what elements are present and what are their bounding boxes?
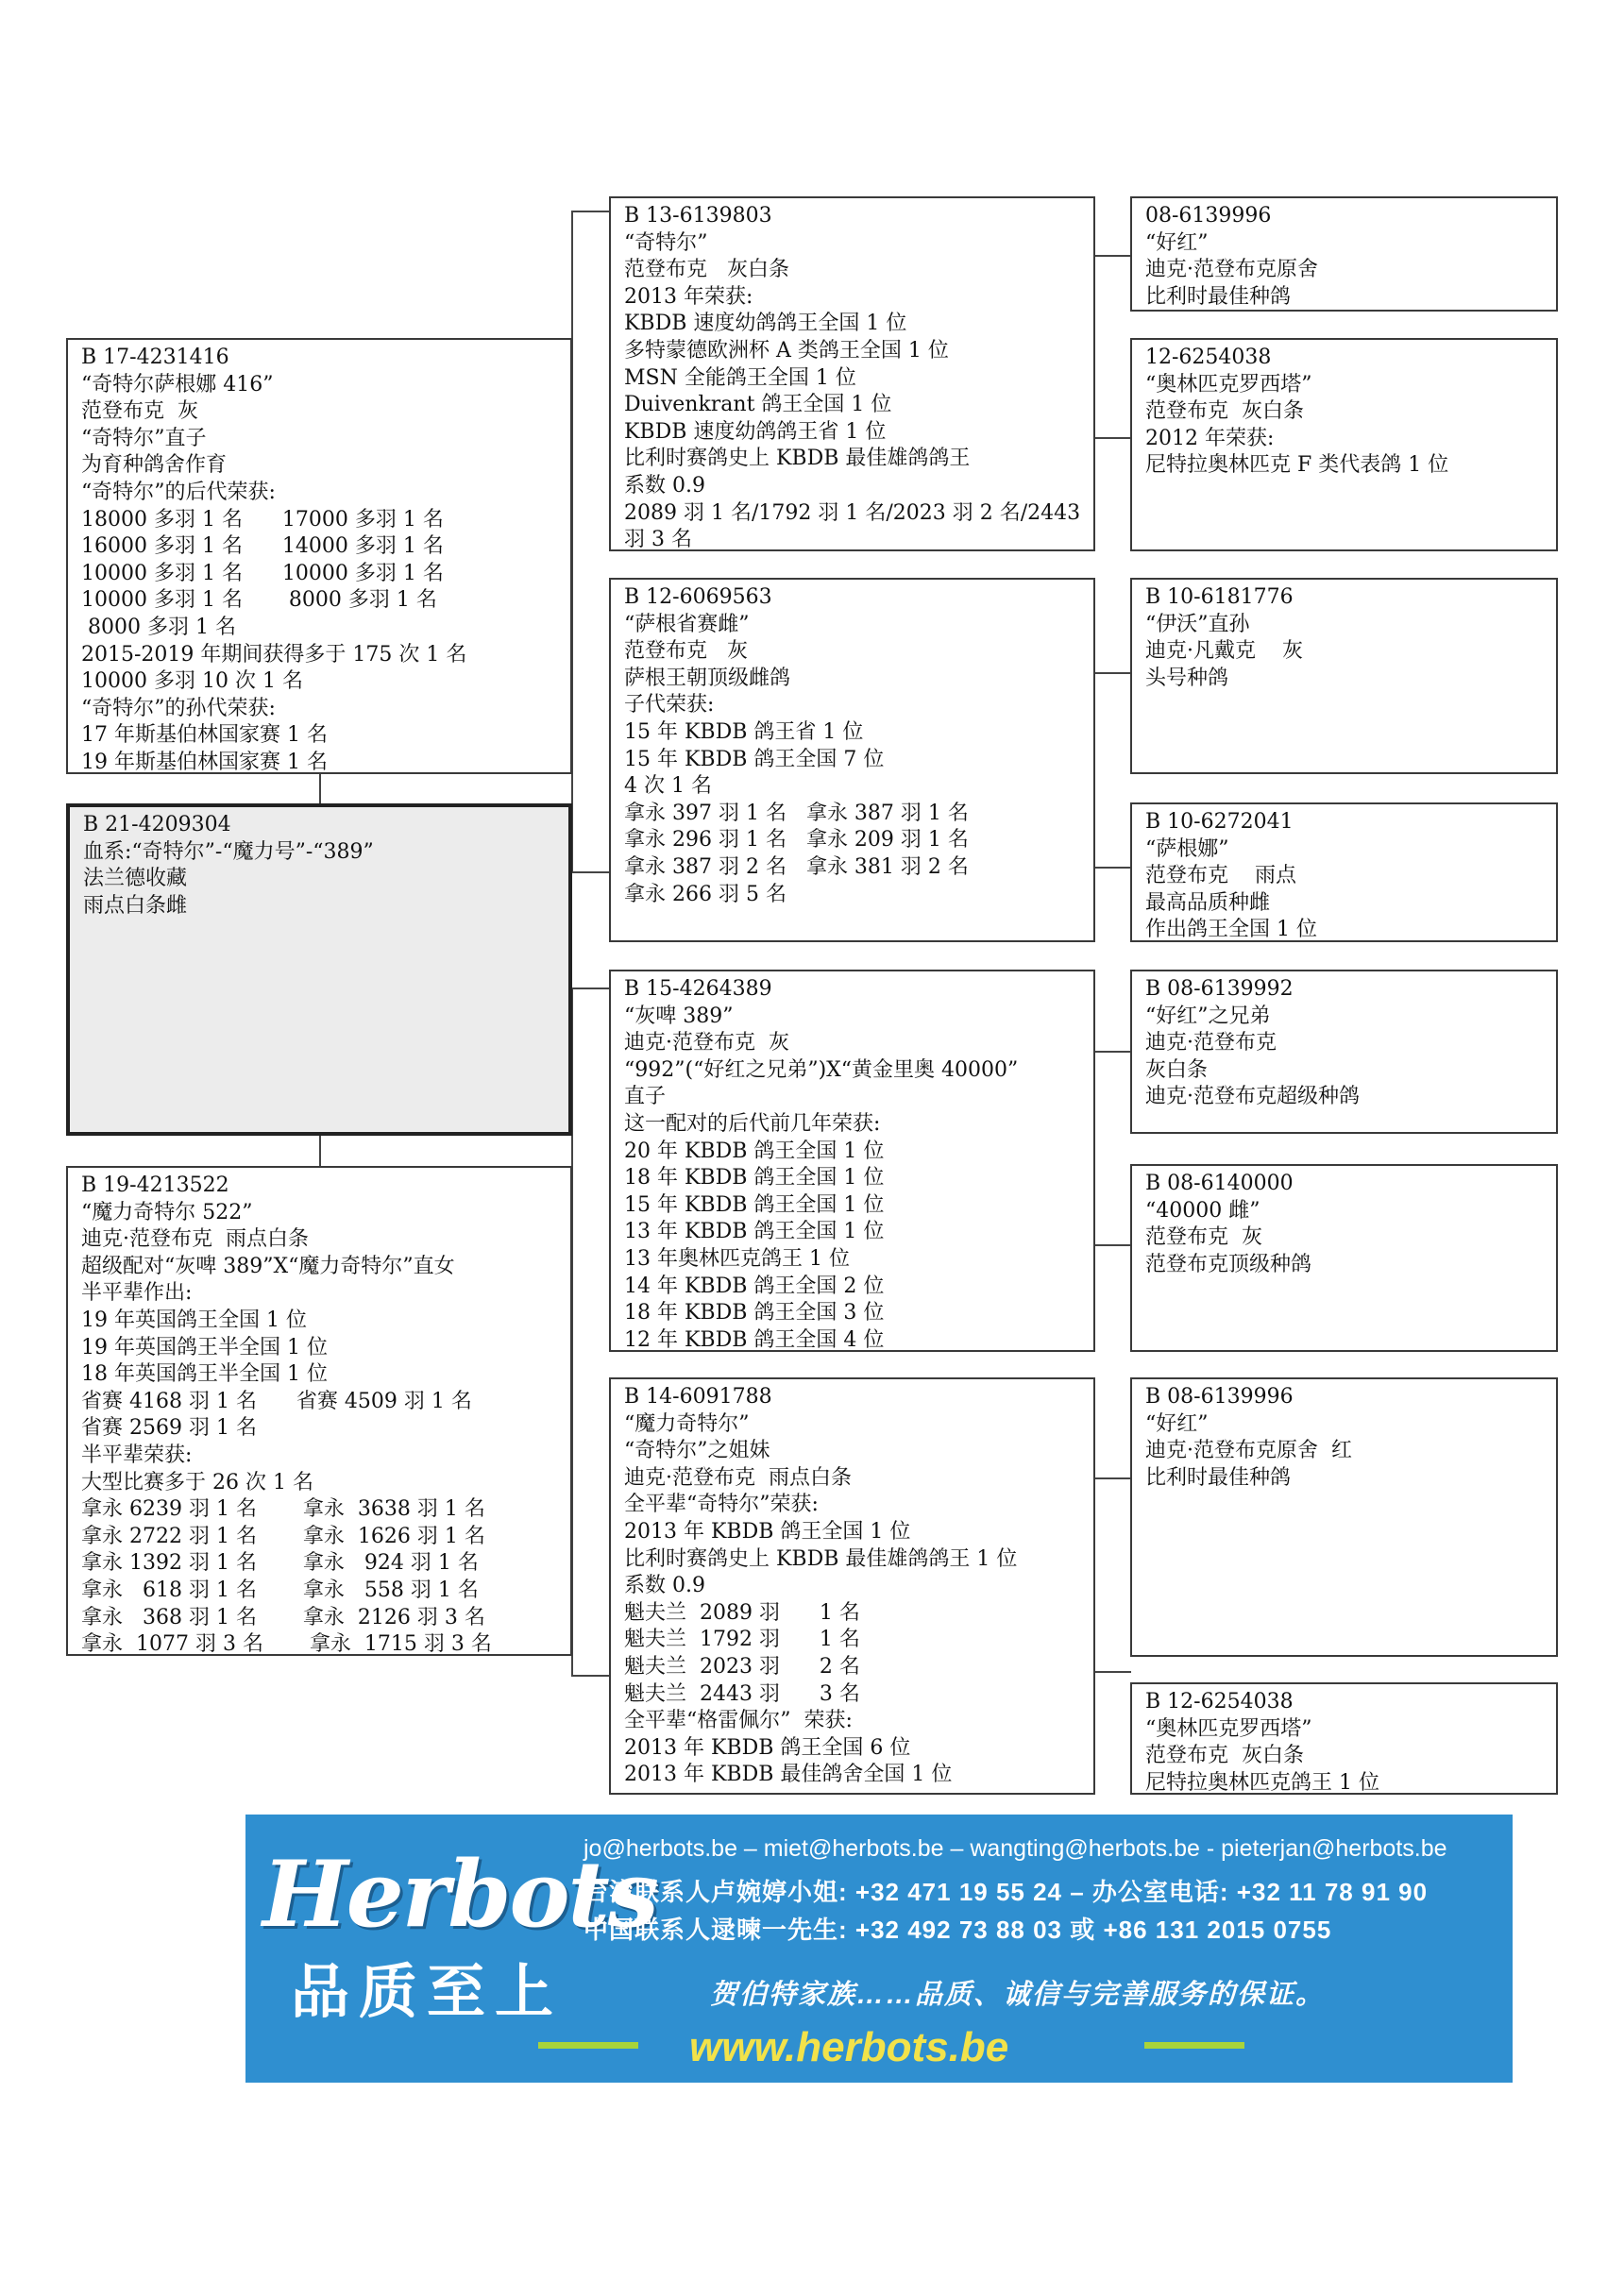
pedigree-line: 魁夫兰 2443 羽 3 名 [624,1681,860,1706]
connector-line [571,1675,611,1677]
pedigree-line: “魔力奇特尔” [624,1411,750,1436]
pedigree-line: 20 年 KBDB 鸽王全国 1 位 [624,1139,885,1163]
pedigree-line: 头号种鸽 [1145,666,1229,690]
connector-line [319,1132,321,1166]
pedigree-box-subject [66,803,572,1136]
ring-number: B 12-6069563 [624,585,772,609]
pedigree-line: 范登布克 雨点 [1145,864,1296,888]
pedigree-line: 15 年 KBDB 鸽王省 1 位 [624,719,864,744]
ring-number: 08-6139996 [1145,204,1272,228]
pedigree-line: 13 年 KBDB 鸽王全国 1 位 [624,1220,885,1244]
ring-number: B 10-6272041 [1145,810,1294,834]
pedigree-line: 范登布克 灰 [624,639,748,664]
pedigree-line: 省赛 2569 羽 1 名 [81,1416,257,1441]
pedigree-line: 迪克·范登布克 灰 [624,1031,789,1055]
pedigree-line: 最高品质种雌 [1145,890,1271,915]
pedigree-line: KBDB 速度幼鸽鸽王省 1 位 [624,419,887,444]
pedigree-line: “奥林匹克罗西塔” [1145,1716,1312,1741]
connector-line [1093,1244,1131,1246]
pedigree-line: 多特蒙德欧洲杯 A 类鸽王全国 1 位 [624,338,949,363]
pedigree-line: 18 年 KBDB 鸽王全国 1 位 [624,1166,885,1190]
pedigree-line: 16000 多羽 1 名 14000 多羽 1 名 [81,534,444,559]
pedigree-line: 19 年英国鸽王半全国 1 位 [81,1335,328,1359]
pedigree-box-gen3-3 [1130,578,1558,774]
pedigree-line: 2015-2019 年期间获得多于 175 次 1 名 [81,642,467,667]
pedigree-line: 比利时赛鸽史上 KBDB 最佳雄鸽鸽王 1 位 [624,1546,1018,1571]
ring-number: B 14-6091788 [624,1385,772,1409]
pedigree-box-dam-sire [609,970,1095,1352]
pedigree-line: “40000 雌” [1145,1198,1260,1223]
ring-number: B 08-6139996 [1145,1385,1294,1409]
pedigree-line: 范登布克 灰白条 [624,258,789,282]
banner-slogan: 品质至上 [291,1957,564,2026]
pedigree-line: 迪克·范登布克原舍 [1145,258,1318,282]
pedigree-line: 18 年英国鸽王半全国 1 位 [81,1362,328,1387]
pedigree-line: 法兰德收藏 [83,867,188,891]
pedigree-line: 这一配对的后代前几年荣获: [624,1111,881,1136]
pedigree-line: 拿永 1392 羽 1 名 拿永 924 羽 1 名 [81,1551,479,1576]
pedigree-line: “奇特尔” [624,230,708,255]
pedigree-line: “好红” [1145,1411,1209,1436]
pedigree-line: 子代荣获: [624,693,715,718]
pedigree-line: “992”(“好红之兄弟”)X“黄金里奥 40000” [624,1057,1019,1082]
pedigree-line: 灰白条 [1145,1057,1209,1082]
herbots-logo: Herbots [262,1841,657,1948]
pedigree-line: 2013 年荣获: [624,284,753,309]
pedigree-line: 尼特拉奥林匹克 F 类代表鸽 1 位 [1145,453,1449,478]
pedigree-line: “奇特尔”的孙代荣获: [81,696,276,720]
pedigree-box-gen3-5 [1130,970,1558,1134]
pedigree-line: 迪克·范登布克 雨点白条 [624,1465,852,1490]
pedigree-line: “奇特尔”之姐妹 [624,1439,770,1463]
pedigree-line: 拿永 6239 羽 1 名 拿永 3638 羽 1 名 [81,1497,485,1522]
connector-line [1093,1477,1131,1479]
ring-number: B 08-6139992 [1145,977,1294,1001]
pedigree-box-gen3-1 [1130,196,1558,312]
pedigree-box-gen3-6 [1130,1164,1558,1352]
pedigree-line: 尼特拉奥林匹克鸽王 1 位 [1145,1770,1379,1795]
banner-emails[interactable]: jo@herbots.be – miet@herbots.be – wangting@herbots.be - pieterjan@herbots.be [584,1835,1447,1862]
pedigree-line: “灰啤 389” [624,1004,734,1028]
pedigree-line: 比利时赛鸽史上 KBDB 最佳雄鸽鸽王 [624,447,971,471]
pedigree-line: 15 年 KBDB 鸽王全国 7 位 [624,747,885,771]
pedigree-line: 直子 [624,1085,667,1109]
pedigree-line: 10000 多羽 1 名 8000 多羽 1 名 [81,588,437,613]
pedigree-line: 14 年 KBDB 鸽王全国 2 位 [624,1274,885,1298]
pedigree-line: 省赛 4168 羽 1 名 省赛 4509 羽 1 名 [81,1389,472,1413]
pedigree-line: 18000 多羽 1 名 17000 多羽 1 名 [81,507,444,532]
banner-tagline: 贺伯特家族……品质、诚信与完善服务的保证。 [710,1980,1326,2010]
pedigree-line: 12 年 KBDB 鸽王全国 4 位 [624,1327,885,1352]
pedigree-line: 范登布克顶级种鸽 [1145,1252,1312,1276]
connector-line [1093,867,1131,869]
pedigree-line: 范登布克 灰白条 [1145,1744,1304,1768]
pedigree-line: “奇特尔”的后代荣获: [81,480,276,504]
banner-phone-taiwan: 台湾联系人卢婉婷小姐: +32 471 19 55 24 – 办公室电话: +32 11 78 91 90 [584,1878,1429,1906]
pedigree-line: 2013 年 KBDB 鸽王全国 1 位 [624,1519,911,1544]
pedigree-line: 迪克·范登布克 [1145,1031,1277,1055]
pedigree-line: 血系:“奇特尔”-“魔力号”-“389” [83,839,374,864]
pedigree-line: 15 年 KBDB 鸽王全国 1 位 [624,1192,885,1217]
pedigree-line: 超级配对“灰啤 389”X“魔力奇特尔”直女 [81,1254,455,1278]
pedigree-line: Duivenkrant 鸽王全国 1 位 [624,393,892,417]
pedigree-line: “萨根省赛雌” [624,612,750,636]
connector-line [1093,1671,1131,1673]
connector-line [1093,437,1131,439]
pedigree-line: “奥林匹克罗西塔” [1145,372,1312,397]
pedigree-box-dam-dam [609,1377,1095,1795]
ring-number: B 15-4264389 [624,977,772,1001]
connector-line [1093,672,1131,674]
pedigree-line: 范登布克 灰 [81,399,198,424]
pedigree-line: 迪克·范登布克超级种鸽 [1145,1085,1360,1109]
pedigree-line: 拿永 2722 羽 1 名 拿永 1626 羽 1 名 [81,1524,485,1548]
pedigree-line: 拿永 387 羽 2 名 拿永 381 羽 2 名 [624,854,969,879]
banner-phone-china: 中国联系人逯暕一先生: +32 492 73 88 03 或 +86 131 2015 0755 [584,1916,1332,1944]
pedigree-line: 系数 0.9 [624,473,705,498]
pedigree-line: 魁夫兰 2089 羽 1 名 [624,1600,860,1625]
pedigree-line: 范登布克 灰 [1145,1225,1262,1250]
pedigree-line: 2012 年荣获: [1145,426,1275,450]
ring-number: B 08-6140000 [1145,1172,1294,1195]
ring-number: B 10-6181776 [1145,585,1294,609]
pedigree-line: 拿永 1077 羽 3 名 拿永 1715 羽 3 名 [81,1632,492,1656]
pedigree-line: KBDB 速度幼鸽鸽王全国 1 位 [624,312,907,336]
pedigree-box-gen3-2 [1130,338,1558,551]
pedigree-line: 半平辈作出: [81,1281,193,1306]
pedigree-box-sire-dam [609,578,1095,942]
pedigree-line: 迪克·凡戴克 灰 [1145,639,1303,664]
pedigree-line: 拿永 296 羽 1 名 拿永 209 羽 1 名 [624,828,969,853]
pedigree-line: 系数 0.9 [624,1574,705,1598]
pedigree-line: 拿永 368 羽 1 名 拿永 2126 羽 3 名 [81,1605,485,1629]
pedigree-line: “伊沃”直孙 [1145,612,1250,636]
pedigree-line: MSN 全能鸽王全国 1 位 [624,365,856,390]
pedigree-box-gen3-8 [1130,1682,1558,1795]
pedigree-line: 17 年斯基伯林国家赛 1 名 [81,723,328,748]
pedigree-line: 2089 羽 1 名/1792 羽 1 名/2023 羽 2 名/2443 [624,500,1081,525]
pedigree-line: 迪克·范登布克 雨点白条 [81,1227,309,1252]
ring-number: B 17-4231416 [81,346,229,369]
connector-line [1093,255,1131,257]
connector-line [571,211,611,212]
pedigree-line: 魁夫兰 1792 羽 1 名 [624,1628,860,1652]
pedigree-line: 全平辈“奇特尔”荣获: [624,1493,819,1517]
pedigree-line: 迪克·范登布克原舍 红 [1145,1439,1352,1463]
pedigree-box-sire-sire [609,196,1095,551]
pedigree-line: 雨点白条雌 [83,893,188,918]
pedigree-line: 18 年 KBDB 鸽王全国 3 位 [624,1301,885,1325]
pedigree-line: “奇特尔萨根娜 416” [81,372,274,397]
pedigree-box-dam [66,1166,572,1656]
pedigree-line: 比利时最佳种鸽 [1145,284,1292,309]
pedigree-line: 范登布克 灰白条 [1145,399,1304,424]
pedigree-line: 拿永 397 羽 1 名 拿永 387 羽 1 名 [624,801,969,825]
ring-number: 12-6254038 [1145,346,1272,369]
pedigree-line: 10000 多羽 1 名 10000 多羽 1 名 [81,561,444,585]
pedigree-line: 19 年英国鸽王全国 1 位 [81,1308,307,1332]
pedigree-line: 大型比赛多于 26 次 1 名 [81,1470,313,1494]
pedigree-line: 8000 多羽 1 名 [81,615,236,639]
ring-number: B 19-4213522 [81,1173,229,1197]
pedigree-line: 半平辈荣获: [81,1443,193,1467]
pedigree-box-gen3-4 [1130,802,1558,942]
pedigree-line: 羽 3 名 [624,528,692,551]
pedigree-line: 2013 年 KBDB 鸽王全国 6 位 [624,1735,911,1760]
pedigree-line: 10000 多羽 10 次 1 名 [81,669,303,694]
pedigree-line: 为育种鸽舍作育 [81,453,228,478]
pedigree-line: 比利时最佳种鸽 [1145,1465,1292,1490]
connector-line [1093,1051,1131,1053]
pedigree-line: 拿永 266 羽 5 名 [624,882,787,906]
pedigree-line: “好红”之兄弟 [1145,1004,1271,1028]
ring-number: B 21-4209304 [83,813,231,836]
ring-number: B 13-6139803 [624,204,772,228]
pedigree-line: “萨根娜” [1145,836,1229,861]
pedigree-line: 全平辈“格雷佩尔” 荣获: [624,1709,853,1733]
connector-line [571,871,611,873]
banner-website-link[interactable]: www.herbots.be [689,2024,1009,2070]
pedigree-line: 萨根王朝顶级雌鸽 [624,666,791,690]
decorative-dash-left [538,2042,638,2049]
pedigree-line: 作出鸽王全国 1 位 [1145,918,1317,942]
pedigree-line: “魔力奇特尔 522” [81,1200,253,1224]
connector-line [571,988,611,989]
decorative-dash-right [1144,2042,1244,2049]
herbots-banner [245,1815,1513,2083]
pedigree-line: “好红” [1145,230,1209,255]
pedigree-box-sire [66,338,572,774]
pedigree-line: 19 年斯基伯林国家赛 1 名 [81,750,328,774]
pedigree-line: 魁夫兰 2023 羽 2 名 [624,1654,860,1679]
pedigree-line: 2013 年 KBDB 最佳鸽舍全国 1 位 [624,1763,953,1787]
pedigree-line: “奇特尔”直子 [81,426,207,450]
pedigree-line: 13 年奥林匹克鸽王 1 位 [624,1246,850,1271]
ring-number: B 12-6254038 [1145,1690,1294,1714]
pedigree-line: 4 次 1 名 [624,774,712,799]
pedigree-line: 拿永 618 羽 1 名 拿永 558 羽 1 名 [81,1578,479,1602]
pedigree-box-gen3-7 [1130,1377,1558,1657]
